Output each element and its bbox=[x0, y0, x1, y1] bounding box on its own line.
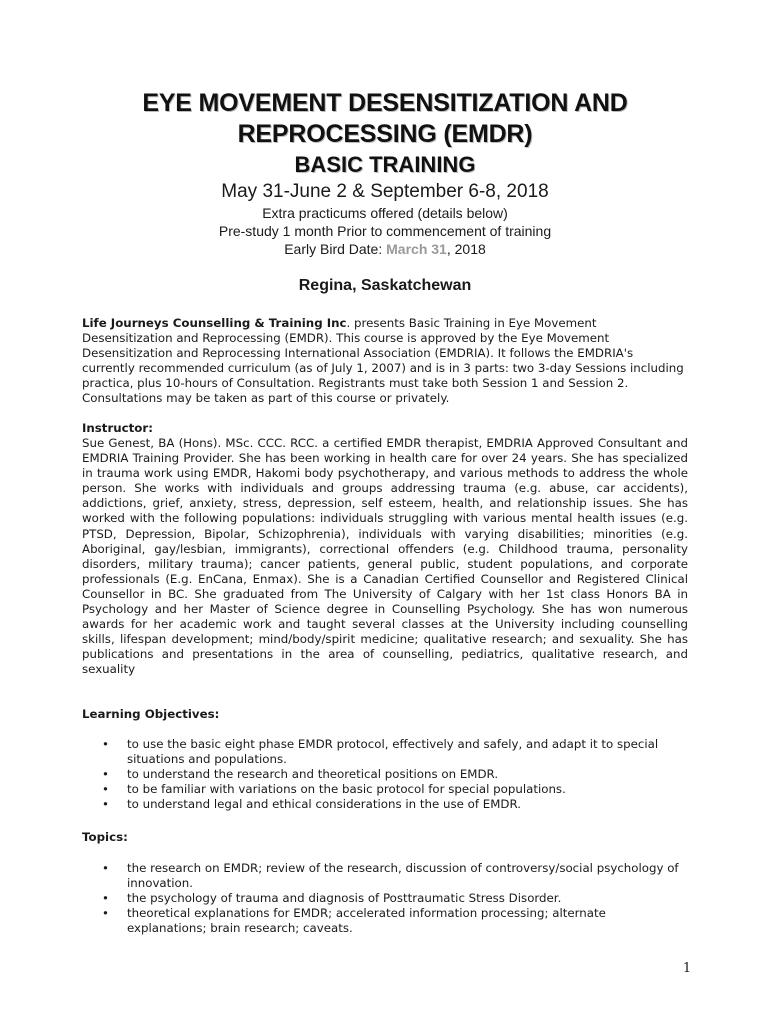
location: Regina, Saskatchewan bbox=[298, 277, 472, 294]
objectives-list bbox=[82, 737, 688, 812]
topic-text: theoretical explanations for EMDR; accelerated information processing; alternate explanations; brain research; caveats. bbox=[127, 906, 606, 936]
objectives-heading: Learning Objectives: bbox=[82, 707, 220, 721]
list-item bbox=[82, 891, 688, 906]
topic-text: the research on EMDR; review of the research, discussion of controversy/social psychology of innovation. bbox=[127, 861, 679, 891]
title-line-1: EYE MOVEMENT DESENSITIZATION AND bbox=[142, 89, 628, 117]
intro-text: . presents Basic Training in Eye Movement Desensitization and Reprocessing (EMDR). This course is approved by the Eye Movement Desensitization and Reprocessing International Association (EMDRIA). It follows the EMDRIA's currently recommended curriculum (as of July 1, 2007) and is in 3 parts: two 3-day Sessions including practica, plus 10-hours of Consultation. Registrants must take both Session 1 and Session 2. Consultations may be taken as part of this course or privately. bbox=[82, 316, 684, 406]
bullet: • bbox=[102, 737, 109, 751]
list-item bbox=[82, 767, 688, 782]
training-dates: May 31-June 2 & September 6-8, 2018 bbox=[221, 181, 549, 202]
bullet: • bbox=[102, 782, 109, 797]
objective-text: to understand the research and theoretical positions on EMDR. bbox=[127, 767, 499, 782]
page-number: 1 bbox=[682, 961, 692, 976]
list-item bbox=[82, 906, 688, 936]
title-line-2: REPROCESSING (EMDR) bbox=[237, 120, 533, 148]
intro-paragraph bbox=[82, 316, 688, 407]
topics-list bbox=[82, 861, 688, 936]
early-bird-year: , 2018 bbox=[446, 241, 486, 257]
extra-practicums-note: Extra practicums offered (details below) bbox=[262, 205, 508, 221]
objective-text: to be familiar with variations on the basic protocol for special populations. bbox=[127, 782, 566, 797]
instructor-bio: Sue Genest, BA (Hons). MSc. CCC. RCC. a certified EMDR therapist, EMDRIA Approved Consultant and EMDRIA Training Provider. She has been working in health care for over 24 years. She has specialized in trauma work using EMDR, Hakomi body psychotherapy, and various methods to address the whole person. She works with individuals and groups addressing trauma (e.g. abuse, car accidents), addictions, grief, anxiety, stress, depression, self esteem, health, and relationship issues. She has worked with the following populations: individuals struggling with various mental health issues (e.g. PTSD, Depression, Bipolar, Schizophrenia), individuals with varying disabilities; minorities (e.g. Aboriginal, gay/lesbian, immigrants), correctional offenders (e.g. Childhood trauma, personality disorders, military trauma); cancer patients, general public, student populations, and corporate professionals (E.g. EnCana, Enmax). She is a Canadian Certified Counsellor and Registered Clinical Counsellor in BC. She graduated from The University of Calgary with her 1st class Honors BA in Psychology and her Master of Science degree in Counselling Psychology. She has won numerous awards for her academic work and taught several classes at the University including counselling skills, lifespan development; mind/body/spirit medicine; qualitative research; and sexuality. She has publications and presentations in the area of counselling, pediatrics, qualitative research, and sexuality bbox=[82, 436, 688, 677]
early-bird-label: Early Bird Date: bbox=[284, 241, 387, 257]
instructor-heading: Instructor: bbox=[82, 421, 153, 435]
objective-text: to use the basic eight phase EMDR protocol, effectively and safely, and adapt it to special situations and populations. bbox=[127, 737, 659, 767]
early-bird-line bbox=[40, 240, 730, 258]
list-item bbox=[82, 797, 688, 812]
list-item bbox=[82, 861, 688, 891]
objective-text: to understand legal and ethical considerations in the use of EMDR. bbox=[127, 797, 521, 812]
topic-text: the psychology of trauma and diagnosis of Posttraumatic Stress Disorder. bbox=[127, 891, 562, 906]
subtitle: BASIC TRAINING bbox=[294, 152, 476, 177]
bullet: • bbox=[102, 861, 109, 875]
organization-name: Life Journeys Counselling & Training Inc bbox=[82, 316, 347, 330]
bullet: • bbox=[102, 906, 109, 921]
list-item bbox=[82, 782, 688, 797]
topics-heading: Topics: bbox=[82, 830, 128, 844]
list-item bbox=[82, 737, 688, 767]
bullet: • bbox=[102, 797, 109, 812]
bullet: • bbox=[102, 891, 109, 906]
bullet: • bbox=[102, 767, 109, 782]
early-bird-date: March 31 bbox=[386, 241, 447, 257]
prestudy-note: Pre-study 1 month Prior to commencement of training bbox=[218, 223, 552, 239]
